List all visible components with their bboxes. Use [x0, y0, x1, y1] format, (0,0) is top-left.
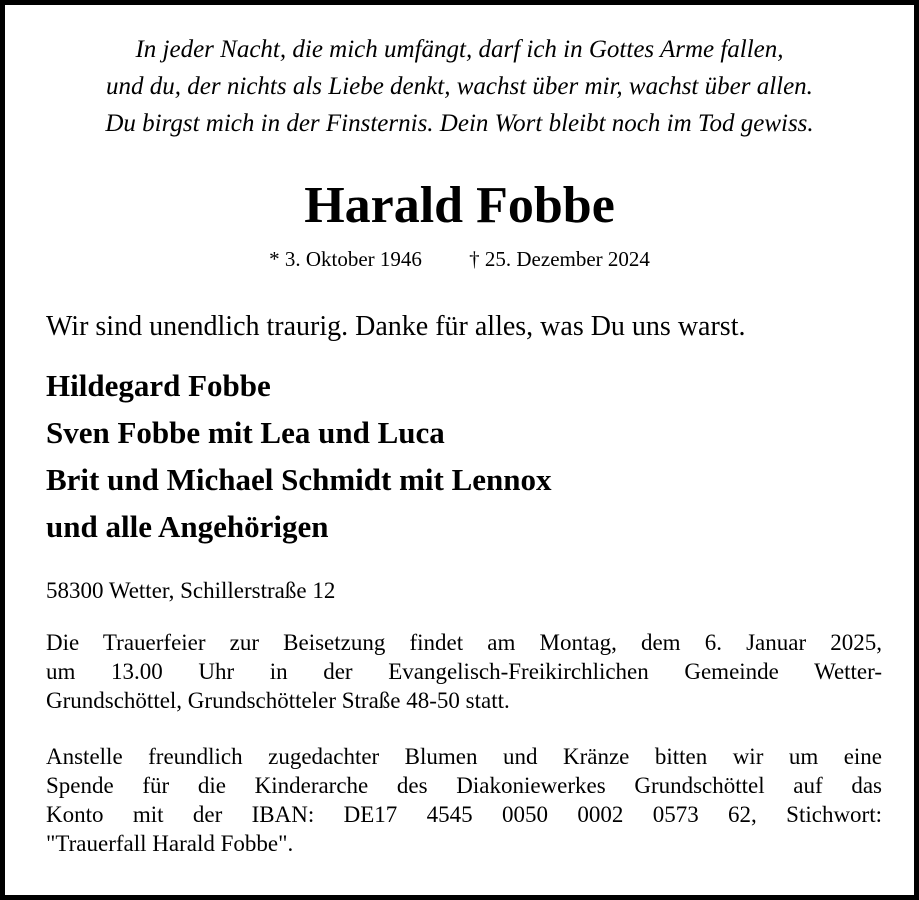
poem-line: und du, der nichts als Liebe denkt, wachst über mir, wachst über allen.: [106, 73, 813, 100]
life-dates: [5, 245, 914, 273]
mourner-line: und alle Angehörigen: [46, 509, 329, 544]
mourner-line: Hildegard Fobbe: [46, 368, 271, 403]
funeral-line: um 13.00 Uhr in der Evangelisch-Freikirchlichen Gemeinde Wetter-: [46, 659, 882, 684]
donation-line: "Trauerfall Harald Fobbe".: [46, 831, 294, 856]
funeral-line: Grundschöttel, Grundschötteler Straße 48-50 statt.: [46, 688, 510, 713]
mourner-line: Brit und Michael Schmidt mit Lennox: [46, 462, 552, 497]
death-date: † 25. Dezember 2024: [469, 247, 650, 271]
funeral-line: Die Trauerfeier zur Beisetzung findet am Montag, dem 6. Januar 2025,: [46, 630, 882, 655]
birth-date: * 3. Oktober 1946: [269, 247, 422, 271]
donation-line: Spende für die Kinderarche des Diakoniewerkes Grundschöttel auf das: [46, 773, 882, 798]
mourning-message: Wir sind unendlich traurig. Danke für alles, was Du uns warst.: [46, 311, 746, 342]
donation-line: Anstelle freundlich zugedachter Blumen und Kränze bitten wir um eine: [46, 744, 882, 769]
donation-info: [46, 742, 882, 858]
mourner-line: Sven Fobbe mit Lea und Luca: [46, 415, 445, 450]
donation-line: Konto mit der IBAN: DE17 4545 0050 0002 0573 62, Stichwort:: [46, 802, 882, 827]
mourners-list: [46, 362, 552, 550]
poem: [15, 31, 904, 142]
poem-line: In jeder Nacht, die mich umfängt, darf ich in Gottes Arme fallen,: [135, 36, 784, 63]
poem-line: Du birgst mich in der Finsternis. Dein Wort bleibt noch im Tod gewiss.: [105, 110, 814, 137]
funeral-info: [46, 628, 882, 715]
deceased-name: Harald Fobbe: [304, 177, 615, 234]
family-address: 58300 Wetter, Schillerstraße 12: [46, 578, 336, 603]
